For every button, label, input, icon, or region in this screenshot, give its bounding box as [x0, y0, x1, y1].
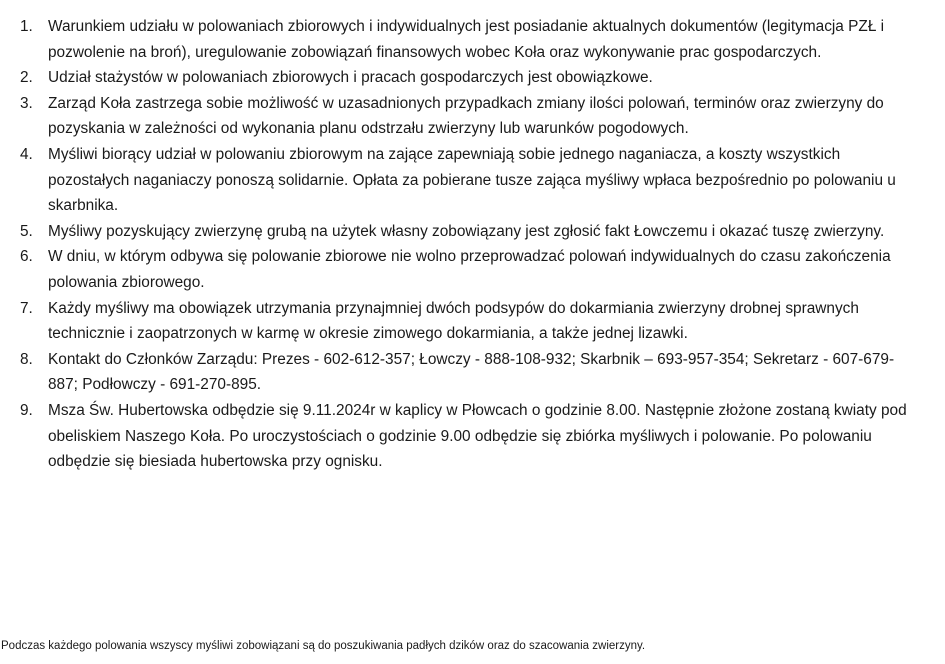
rule-item-8	[0, 347, 945, 398]
rule-text: Zarząd Koła zastrzega sobie możliwość w uzasadnionych przypadkach zmiany ilości polowań, terminów oraz zwierzyny do pozyskania w zależności od wykonania planu odstrzału zwierzyny lub warunków pogodowych.	[48, 94, 884, 138]
rule-number: 4.	[20, 145, 33, 163]
rule-item-4	[0, 142, 945, 219]
rule-text: Myśliwi biorący udział w polowaniu zbiorowym na zające zapewniają sobie jednego naganiacza, a koszty wszystkich pozostałych naganiaczy ponoszą solidarnie. Opłata za pobierane tusze zająca myśliwy wpłaca bezpośrednio po polowaniu u skarbnika.	[48, 145, 896, 215]
rule-number: 2.	[20, 69, 33, 87]
rule-number: 1.	[20, 18, 33, 35]
rule-text: Warunkiem udziału w polowaniach zbiorowych i indywidualnych jest posiadanie aktualnych dokumentów (legitymacja PZŁ i pozwolenie na broń), uregulowanie zobowiązań finansowych wobec Koła oraz wykonywanie prac gospodarczych.	[48, 18, 885, 61]
rule-item-3	[0, 91, 945, 142]
rule-text: Msza Św. Hubertowska odbędzie się 9.11.2024r w kaplicy w Płowcach o godzinie 8.00. Następnie złożone zostaną kwiaty pod obeliskiem Naszego Koła. Po uroczystościach o godzinie 9.00 odbędzie się zbiórka myśliwych i polowanie. Po polowaniu odbędzie się biesiada hubertowska przy ognisku.	[48, 401, 907, 471]
rule-item-9	[0, 398, 945, 475]
rule-item-1	[0, 14, 945, 65]
rule-number: 6.	[20, 248, 33, 266]
rule-text: Każdy myśliwy ma obowiązek utrzymania przynajmniej dwóch podsypów do dokarmiania zwierzyny drobnej sprawnych technicznie i zaopatrzonych w karmę w okresie zimowego dokarmiania, a także jednej lizawki.	[48, 299, 859, 343]
rule-number: 5.	[20, 222, 33, 240]
rule-text: Kontakt do Członków Zarządu: Prezes - 602-612-357; Łowczy - 888-108-932; Skarbnik – 693-957-354; Sekretarz - 607-679-887; Podłowczy - 691-270-895.	[48, 350, 895, 394]
rule-text: W dniu, w którym odbywa się polowanie zbiorowe nie wolno przeprowadzać polowań indywidualnych do czasu zakończenia polowania zbiorowego.	[48, 248, 891, 291]
rule-item-5	[0, 219, 945, 245]
rules-list	[0, 14, 945, 475]
rule-item-2	[0, 65, 945, 91]
rule-text: Udział stażystów w polowaniach zbiorowych i pracach gospodarczych jest obowiązkowe.	[48, 69, 653, 87]
rule-number: 3.	[20, 94, 33, 112]
rule-item-7	[0, 296, 945, 347]
footer-note: Podczas każdego polowania wszyscy myśliwi zobowiązani są do poszukiwania padłych dzików oraz do szacowania zwierzyny.	[1, 640, 646, 652]
rule-item-6	[0, 244, 945, 295]
rule-number: 8.	[20, 350, 33, 368]
rule-number: 9.	[20, 401, 33, 419]
rule-text: Myśliwy pozyskujący zwierzynę grubą na użytek własny zobowiązany jest zgłosić fakt Łowczemu i okazać tuszę zwierzyny.	[48, 222, 885, 240]
rule-number: 7.	[20, 299, 33, 317]
